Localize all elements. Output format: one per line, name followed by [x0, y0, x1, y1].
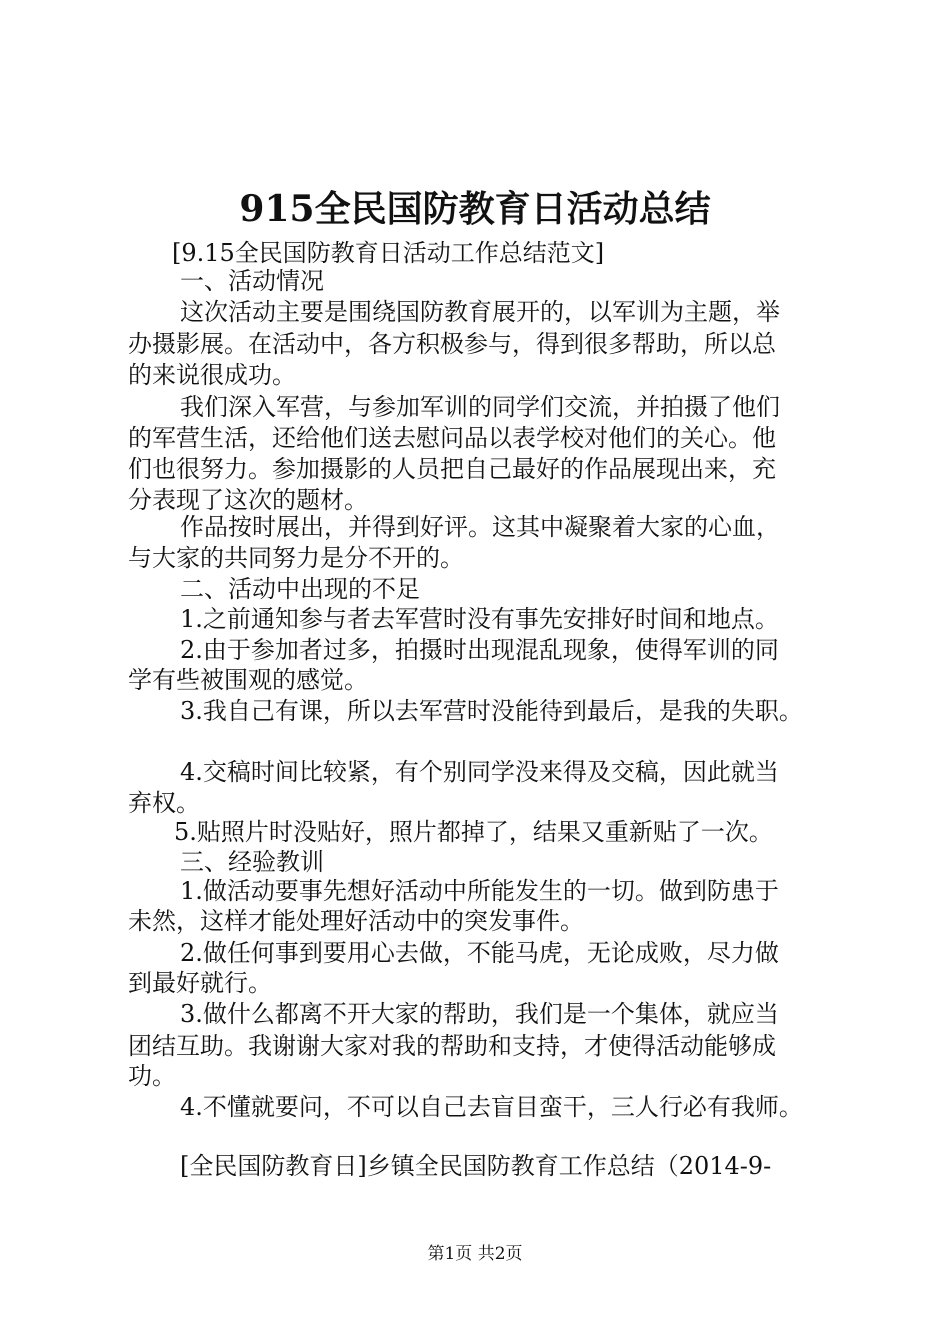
- body-line: 弃权。: [128, 789, 200, 817]
- body-line: 未然，这样才能处理好活动中的突发事件。: [128, 907, 584, 935]
- body-line: 功。: [128, 1062, 176, 1090]
- section-heading: 一、活动情况: [180, 267, 324, 295]
- list-item: 5.贴照片时没贴好，照片都掉了，结果又重新贴了一次。: [174, 818, 773, 846]
- list-item: 3.做什么都离不开大家的帮助，我们是一个集体，就应当: [180, 1000, 779, 1028]
- list-item: 1.之前通知参与者去军营时没有事先安排好时间和地点。: [180, 605, 779, 633]
- body-line: 们也很努力。参加摄影的人员把自己最好的作品展现出来，充: [128, 455, 776, 483]
- body-line: 与大家的共同努力是分不开的。: [128, 544, 464, 572]
- body-line: [9.15全民国防教育日活动工作总结范文]: [172, 239, 605, 267]
- section-heading: 二、活动中出现的不足: [180, 575, 420, 603]
- next-article-link[interactable]: [全民国防教育日]乡镇全民国防教育工作总结（2014-9-: [180, 1152, 772, 1180]
- list-item: 4.不懂就要问，不可以自己去盲目蛮干，三人行必有我师。: [180, 1093, 803, 1121]
- body-line: 的来说很成功。: [128, 361, 296, 389]
- body-line: 我们深入军营，与参加军训的同学们交流，并拍摄了他们: [180, 393, 780, 421]
- body-line: 的军营生活，还给他们送去慰问品以表学校对他们的关心。他: [128, 424, 776, 452]
- page-title: 915全民国防教育日活动总结: [239, 188, 711, 230]
- list-item: 2.由于参加者过多，拍摄时出现混乱现象，使得军训的同: [180, 636, 779, 664]
- body-line: 分表现了这次的题材。: [128, 486, 368, 514]
- list-item: 1.做活动要事先想好活动中所能发生的一切。做到防患于: [180, 877, 779, 905]
- list-item: 3.我自己有课，所以去军营时没能待到最后，是我的失职。: [180, 697, 803, 725]
- body-line: 团结互助。我谢谢大家对我的帮助和支持，才使得活动能够成: [128, 1032, 776, 1060]
- body-line: 到最好就行。: [128, 969, 272, 997]
- section-heading: 三、经验教训: [180, 848, 324, 876]
- list-item: 2.做任何事到要用心去做，不能马虎，无论成败，尽力做: [180, 939, 779, 967]
- body-line: 办摄影展。在活动中，各方积极参与，得到很多帮助，所以总: [128, 330, 776, 358]
- body-line: 这次活动主要是围绕国防教育展开的，以军训为主题，举: [180, 298, 780, 326]
- body-line: 学有些被围观的感觉。: [128, 666, 368, 694]
- page-number: 第1页 共2页: [427, 1244, 523, 1264]
- list-item: 4.交稿时间比较紧，有个别同学没来得及交稿，因此就当: [180, 758, 779, 786]
- body-line: 作品按时展出，并得到好评。这其中凝聚着大家的心血，: [180, 513, 780, 541]
